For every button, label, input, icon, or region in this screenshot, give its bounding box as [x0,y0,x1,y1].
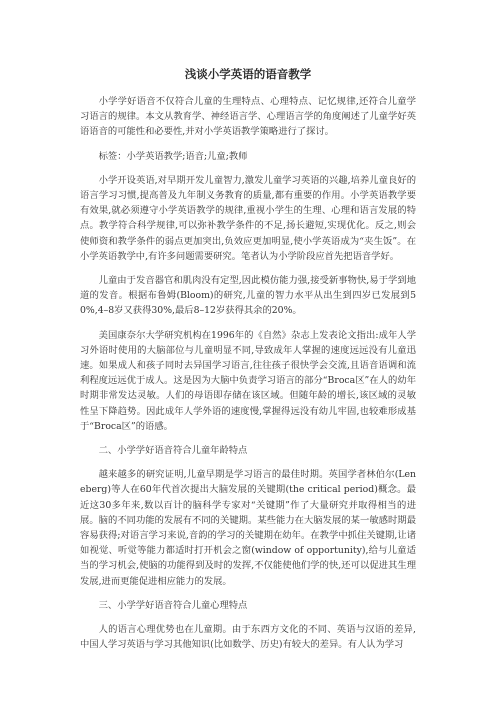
section-heading: 二、小学学好语音符合儿童年龄特点 [98,445,248,457]
section-heading: 三、小学学好语音符合儿童心理特点 [98,599,248,611]
body-paragraph: 小学开设英语,对早期开发儿童智力,激发儿童学习英语的兴趣,培养儿童良好的语言学习习惯,提高普及九年制义务教育的质量,都有重要的作用。小学英语教学要有效果,就必须遵守小学英语教学的规律,重视小学生的生理、心理和语言发展的特点。教学符合科学规律,可以弥补教学条件的不足,扬长避短,实现优化。反之,则会使师资和教学条件的弱点更加突出,负效应更加明显,使小学英语成为“夹生饭”。在小学英语教学中,有许多问题需要研究。笔者认为小学阶段应首先把语音学好。 [80,174,416,262]
article-body [80,94,416,662]
page-title: 浅谈小学英语的语音教学 [184,67,312,81]
keywords-line: 标签：小学英语教学;语音;儿童;教师 [98,150,248,162]
body-paragraph: 人的语言心理优势也在儿童期。由于东西方文化的不同、英语与汉语的差异,中国人学习英语与学习其他知识(比如数学、历史)有较大的差异。有人认为学习 [80,624,416,651]
body-paragraph: 儿童由于发音器官和肌肉没有定型,因此模仿能力强,接受新事物快,易于学到地道的发音。根据布鲁姆(Bloom)的研究,儿童的智力水平从出生到四岁已发展到50%,4–8岁又获得30%,最后8–12岁获得其余的20%。 [80,275,416,317]
body-paragraph: 美国康奈尔大学研究机构在1996年的《自然》杂志上发表论文指出:成年人学习外语时使用的大脑部位与儿童明显不同,导致成年人掌握的速度远远没有儿童迅速。如果成人和孩子同时去异国学习语言,往往孩子很快学会交流,且语音语调和流利程度远远优于成人。这是因为大脑中负责学习语言的部分“Broca区”在人的幼年时期非常发达灵敏。人们的母语即存储在该区域。但随年龄的增长,该区域的灵敏性呈下降趋势。因此成年人学外语的速度慢,掌握得远没有幼儿牢固,也较难形成基于“Broca区”的语感。 [80,329,416,432]
abstract-paragraph: 小学学好语音不仅符合儿童的生理特点、心理特点、记忆规律,还符合儿童学习语言的规律。本文从教育学、神经语言学、心理语言学的角度阐述了儿童学好英语语音的可能性和必要性,并对小学英语教学策略进行了探讨。 [80,96,416,138]
body-paragraph: 越来越多的研究证明,儿童早期是学习语言的最佳时期。英国学者林伯尔(Leneberg)等人在60年代首次提出大脑发展的关键期(the critical period)概念。最近这30多年来,数以百计的脑科学专家对“关键期”作了大量研究并取得相当的进展。脑的不同功能的发展有不同的关键期。某些能力在大脑发展的某一敏感时期最容易获得;对语言学习来说,音韵的学习的关键期在幼年。在教学中抓住关键期,让诸如视觉、听觉等能力都适时打开机会之窗(window of opportunity),给与儿童适当的学习机会,使脑的功能得到及时的发挥,不仅能使他们学的快,还可以促进其生理发展,进而更能促进相应能力的发展。 [80,469,416,587]
